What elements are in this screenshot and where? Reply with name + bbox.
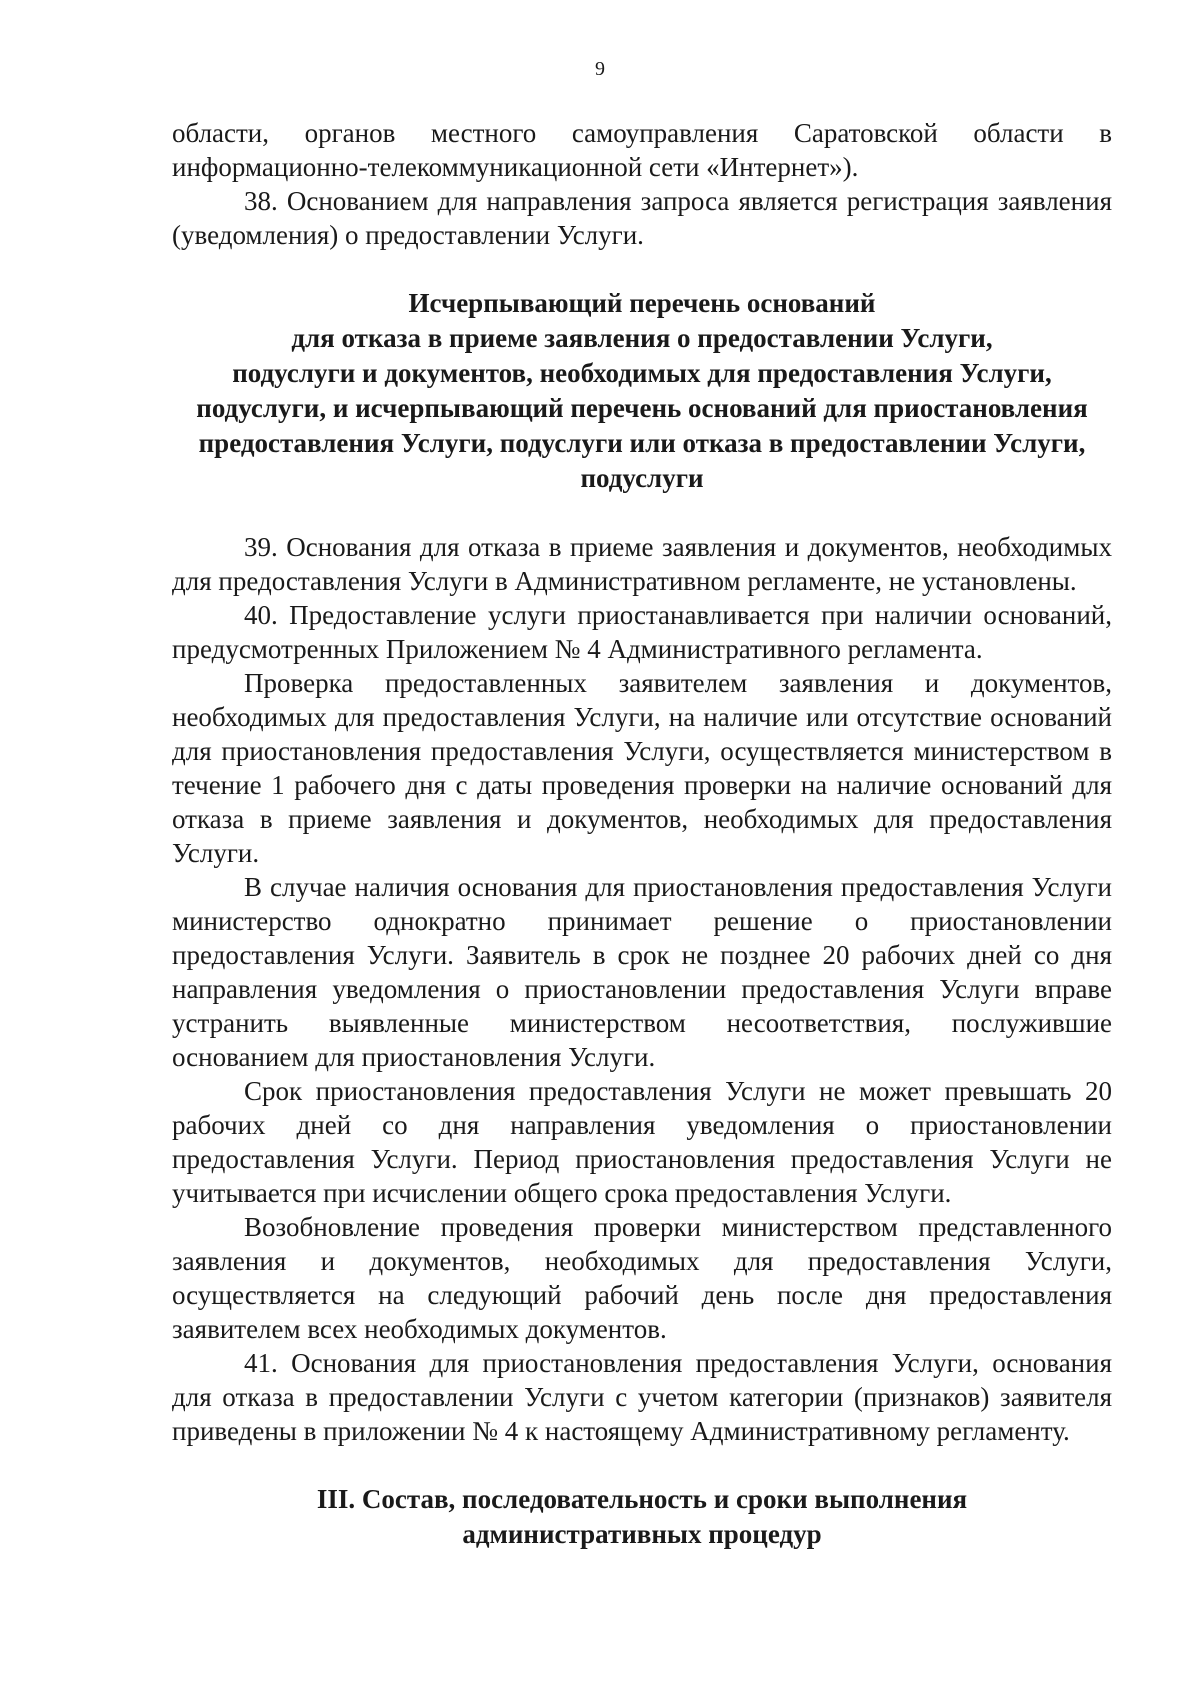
section-heading-line: подуслуги и документов, необходимых для предоставления Услуги,: [232, 358, 1052, 388]
chapter-heading: [172, 1482, 1112, 1552]
paragraph-suspension-case: В случае наличия основания для приостановления предоставления Услуги министерство однократно принимает решение о приостановлении предоставления Услуги. Заявитель в срок не позднее 20 рабочих дней со дня направления уведомления о приостановлении предоставления Услуги вправе устранить выявленные министерством несоответствия, послужившие основанием для приостановления Услуги.: [172, 872, 1112, 1072]
section-heading-line: предоставления Услуги, подуслуги или отказа в предоставлении Услуги,: [198, 428, 1086, 458]
section-heading-line: Исчерпывающий перечень оснований: [408, 288, 876, 318]
paragraph-40: 40. Предоставление услуги приостанавливается при наличии оснований, предусмотренных Приложением № 4 Административного регламента.: [172, 600, 1112, 664]
paragraph-39: 39. Основания для отказа в приеме заявления и документов, необходимых для предоставления Услуги в Административном регламенте, не установлены.: [172, 532, 1112, 596]
section-heading-line: подуслуги: [580, 463, 704, 493]
chapter-heading-line: административных процедур: [462, 1519, 822, 1549]
section-heading-line: подуслуги, и исчерпывающий перечень оснований для приостановления: [196, 393, 1088, 423]
document-body: [172, 116, 1112, 1586]
section-heading: [172, 286, 1112, 496]
chapter-heading-line: III. Состав, последовательность и сроки выполнения: [316, 1484, 968, 1514]
paragraph-check: Проверка предоставленных заявителем заявления и документов, необходимых для предоставления Услуги, на наличие или отсутствие оснований для приостановления предоставления Услуги, осуществляется министерством в течение 1 рабочего дня с даты проведения проверки на наличие оснований для отказа в приеме заявления и документов, необходимых для предоставления Услуги.: [172, 668, 1112, 868]
paragraph-suspension-term: Срок приостановления предоставления Услуги не может превышать 20 рабочих дней со дня направления уведомления о приостановлении предоставления Услуги. Период приостановления предоставления Услуги не учитывается при исчислении общего срока предоставления Услуги.: [172, 1076, 1112, 1208]
paragraph-continuation: области, органов местного самоуправления Саратовской области в информационно-телекоммуникационной сети «Интернет»).: [172, 118, 1112, 182]
section-heading-line: для отказа в приеме заявления о предоставлении Услуги,: [291, 323, 993, 353]
paragraph-41: 41. Основания для приостановления предоставления Услуги, основания для отказа в предоставлении Услуги с учетом категории (признаков) заявителя приведены в приложении № 4 к настоящему Административному регламенту.: [172, 1348, 1112, 1446]
page-number: 9: [595, 58, 605, 80]
paragraph-38: 38. Основанием для направления запроса является регистрация заявления (уведомления) о предоставлении Услуги.: [172, 186, 1112, 250]
paragraph-resumption: Возобновление проведения проверки министерством представленного заявления и документов, необходимых для предоставления Услуги, осуществляется на следующий рабочий день после дня предоставления заявителем всех необходимых документов.: [172, 1212, 1112, 1344]
